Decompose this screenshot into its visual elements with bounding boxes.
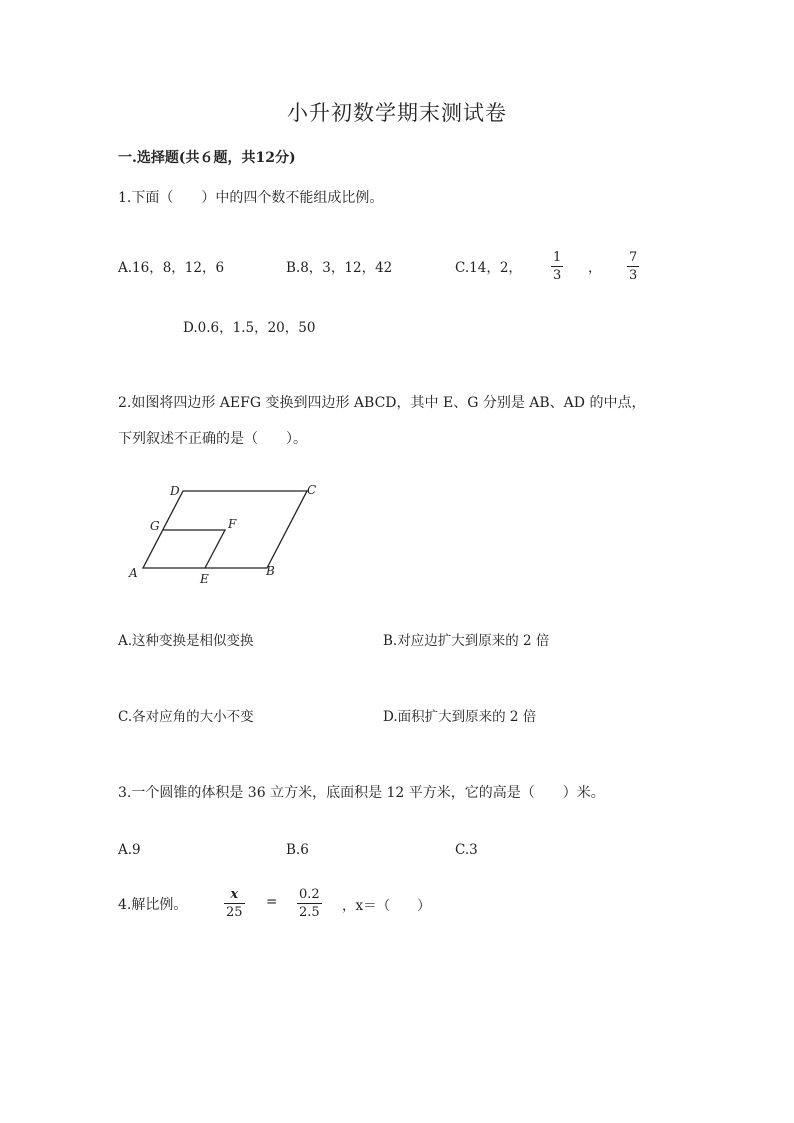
question-3-stem: 3.一个圆锥的体积是 36 立方米，底面积是 12 平方米，它的高是（ ）米。 [118, 785, 605, 801]
q2-option-c: C.各对应角的大小不变 [118, 709, 254, 725]
fraction-numerator: 1 [553, 250, 562, 265]
q3-option-b: B.6 [286, 842, 309, 858]
label-f: F [228, 517, 237, 531]
q3-option-a: A.9 [118, 842, 141, 858]
question-2-stem-line-2: 下列叙述不正确的是（ ）。 [118, 431, 307, 447]
fraction-denominator: 3 [629, 268, 638, 283]
q1-option-c-fraction-1 [551, 250, 563, 283]
q1-option-a: A.16，8，12，6 [118, 260, 225, 276]
fraction-denominator: 2.5 [299, 905, 320, 920]
label-e: E [200, 572, 209, 586]
fraction-numerator: 7 [629, 250, 638, 265]
question-2-stem-line-1: 2.如图将四边形 AEFG 变换到四边形 ABCD，其中 E、G 分别是 AB、AD 的中点， [118, 395, 646, 411]
parallelogram-figure [120, 478, 340, 588]
q1-option-c-separator: ， [588, 260, 602, 276]
question-1-stem: 1.下面（ ）中的四个数不能组成比例。 [118, 190, 384, 206]
fraction-bar [551, 266, 563, 267]
label-g: G [150, 519, 160, 533]
question-4-prefix: 4.解比例。 [118, 897, 188, 913]
fraction-denominator: 25 [226, 905, 243, 920]
q2-option-a: A.这种变换是相似变换 [118, 633, 254, 649]
section-heading: 一.选择题(共６题，共12分) [118, 150, 296, 166]
parallelogram-aefg-edges [163, 530, 225, 568]
q4-fraction-1 [224, 887, 245, 920]
q2-option-b: B.对应边扩大到原来的 2 倍 [383, 633, 550, 649]
label-c: C [307, 483, 317, 497]
q2-option-d: D.面积扩大到原来的 2 倍 [383, 709, 537, 725]
fraction-numerator: x [230, 887, 239, 902]
q1-option-c-fraction-2 [627, 250, 639, 283]
fraction-denominator: 3 [553, 268, 562, 283]
q1-option-c-prefix: C.14，2， [455, 260, 522, 276]
fraction-bar [297, 903, 322, 904]
q1-option-b: B.8，3，12，42 [286, 260, 393, 276]
fraction-bar [627, 266, 639, 267]
q4-equals-sign: = [266, 894, 278, 910]
label-b: B [266, 564, 275, 578]
label-d: D [170, 484, 180, 498]
q4-suffix: ，x＝（ ） [342, 898, 431, 914]
fraction-numerator: 0.2 [299, 887, 320, 902]
label-a: A [129, 566, 138, 580]
page-title: 小升初数学期末测试卷 [287, 101, 507, 125]
q4-fraction-2 [297, 887, 322, 920]
q1-option-d: D.0.6，1.5，20，50 [183, 320, 316, 336]
q3-option-c: C.3 [455, 842, 478, 858]
fraction-bar [224, 903, 245, 904]
